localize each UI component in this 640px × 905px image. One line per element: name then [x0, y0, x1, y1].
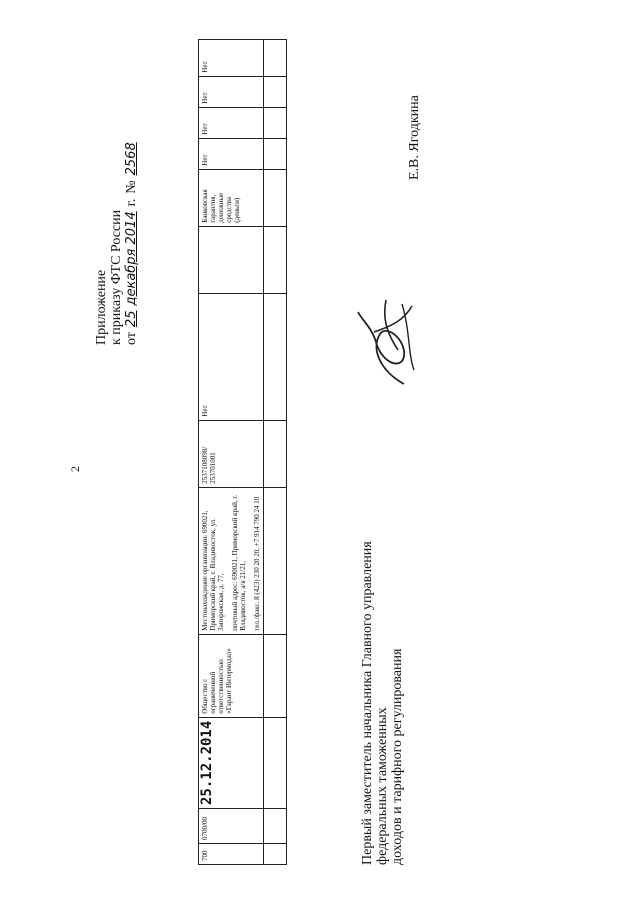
table-row	[199, 39, 264, 864]
page-number: 2	[68, 466, 82, 472]
cell-col9: Нет	[199, 138, 264, 169]
signatory-line-1: Первый заместитель начальника Главного управления	[360, 541, 375, 865]
cell-col12: Нет	[199, 39, 264, 76]
signatory-line-3: доходов и тарифного регулирования	[390, 648, 405, 865]
cell-guarantee: Банковская гарантия, денежные средства (деньги)	[199, 169, 264, 226]
cell-reg-number: 0700/00	[199, 809, 264, 844]
appendix-number: 2568	[124, 142, 139, 176]
appendix-prefix: от	[124, 332, 139, 345]
register-table	[198, 39, 287, 865]
cell-col11: Нет	[199, 76, 264, 107]
appendix-date-line	[124, 142, 139, 345]
date-stamp: 25.12.2014	[199, 720, 215, 805]
address-legal: Местонахождение организации: 690021, Приморский край, г. Владивосток, ул. Запорожская, д. 77,	[201, 510, 225, 631]
appendix-order-ref: к приказу ФТС России	[109, 209, 124, 345]
appendix-number-label: №	[124, 180, 139, 194]
appendix-header	[94, 142, 139, 345]
cell-date	[199, 717, 264, 808]
appendix-title: Приложение	[94, 269, 109, 345]
address-postal: почтовый адрес: 690021, Приморский край, г. Владивосток, а/я 21/21,	[231, 494, 247, 631]
table-row-empty	[264, 39, 287, 864]
cell-col10: Нет	[199, 107, 264, 138]
signatory-position	[360, 541, 405, 865]
signer-name: Е.В. Ягодкина	[407, 95, 422, 180]
signatory-line-2: федеральных таможенных	[375, 707, 390, 865]
handwritten-signature-icon	[352, 295, 424, 390]
appendix-year-suffix: г.	[124, 198, 139, 207]
address-phones: тел./факс. 8 (423) 230 20 20, +7 914 790 24 10	[253, 496, 261, 631]
cell-empty	[199, 226, 264, 293]
appendix-month-year: декабря 2014	[124, 211, 139, 306]
cell-seq: 700	[199, 844, 264, 865]
cell-address	[199, 487, 264, 634]
appendix-day: 25	[124, 310, 139, 328]
cell-branches: Нет	[199, 293, 264, 420]
cell-organization: Общество с ограниченной ответственностью «Гарант Интермодал»	[199, 634, 264, 717]
cell-inn-kpp: 2537108098/ 253701001	[199, 420, 264, 487]
